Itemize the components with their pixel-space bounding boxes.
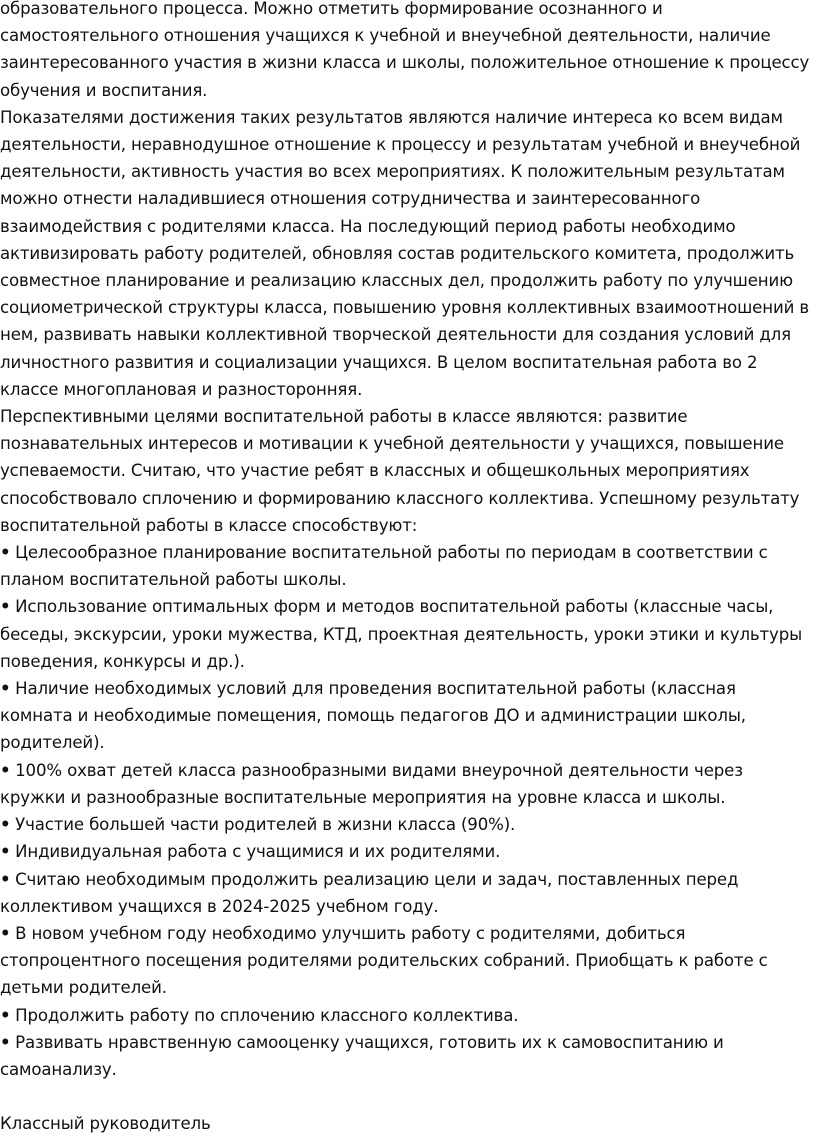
signature-line: Классный руководитель [0, 1114, 211, 1134]
bullet-icon: • [0, 869, 11, 889]
bullet-icon: • [0, 923, 11, 943]
list-item [0, 838, 812, 865]
bullet-text: Считаю необходимым продолжить реализацию цели и задач, поставленных перед коллективом учащихся в 2024-2025 учебном году. [0, 869, 739, 916]
spacer [0, 1083, 812, 1110]
bullet-text: Наличие необходимых условий для проведения воспитательной работы (классная комната и необходимые помещения, помощь педагогов ДО и администрации школы, родителей). [0, 679, 746, 753]
list-item [0, 1029, 812, 1083]
list-item [0, 593, 812, 675]
list-item [0, 920, 812, 1002]
bullet-text: Использование оптимальных форм и методов воспитательной работы (классные часы, беседы, экскурсии, уроки мужества, КТД, проектная деятельность, уроки этики и культуры поведения, конкурсы и др.). [0, 597, 803, 671]
bullet-list [0, 539, 812, 1083]
list-item [0, 539, 812, 593]
bullet-icon: • [0, 543, 11, 563]
bullet-icon: • [0, 1005, 11, 1025]
bullet-text: 100% охват детей класса разнообразными видами внеурочной деятельности через кружки и разнообразные воспитательные мероприятия на уровне класса и школы. [0, 760, 743, 807]
bullet-icon: • [0, 597, 11, 617]
bullet-text: В новом учебном году необходимо улучшить работу с родителями, добиться стопроцентного посещения родителями родительских собраний. Приобщать к работе с детьми родителей. [0, 923, 768, 998]
paragraph-3: Перспективными целями воспитательной работы в классе являются: развитие познавательных интересов и мотивации к учебной деятельности у учащихся, повышение успеваемости. Считаю, что участие ребят в классных и общешкольных мероприятиях способствовало сплочению и формированию классного коллектива. Успешному результату воспитательной работы в классе способствуют: [0, 407, 800, 535]
bullet-text: Индивидуальная работа с учащимися и их родителями. [15, 842, 501, 862]
bullet-icon: • [0, 1032, 11, 1052]
paragraph-1: образовательного процесса. Можно отметить формирование осознанного и самостоятельного отношения учащихся к учебной и внеучебной деятельности, наличие заинтересованного участия в жизни класса и школы, положительное отношение к процессу обучения и воспитания. [0, 0, 810, 100]
bullet-text: Продолжить работу по сплочению классного коллектива. [15, 1005, 519, 1025]
list-item [0, 866, 812, 920]
list-item [0, 1002, 812, 1029]
bullet-icon: • [0, 679, 11, 699]
bullet-text: Развивать нравственную самооценку учащихся, готовить их к самовоспитанию и самоанализу. [0, 1032, 724, 1079]
bullet-text: Участие большей части родителей в жизни класса (90%). [15, 815, 516, 835]
list-item [0, 675, 812, 757]
bullet-text: Целесообразное планирование воспитательной работы по периодам в соответствии с планом воспитательной работы школы. [0, 543, 768, 590]
list-item [0, 811, 812, 838]
list-item [0, 757, 812, 811]
bullet-icon: • [0, 760, 11, 780]
paragraph-2: Показателями достижения таких результатов являются наличие интереса ко всем видам деятельности, неравнодушное отношение к процессу и результатам учебной и внеучебной деятельности, активность участия во всех мероприятиях. К положительным результатам можно отнести наладившиеся отношения сотрудничества и заинтересованного взаимодействия с родителями класса. На последующий период работы необходимо активизировать работу родителей, обновляя состав родительского комитета, продолжить совместное планирование и реализацию классных дел, продолжить работу по улучшению социометрической структуры класса, повышению уровня коллективных взаимоотношений в нем, развивать навыки коллективной творческой деятельности для создания условий для личностного развития и социализации учащихся. В целом воспитательная работа во 2 классе многоплановая и разносторонняя. [0, 107, 809, 399]
bullet-icon: • [0, 842, 11, 862]
bullet-icon: • [0, 815, 11, 835]
